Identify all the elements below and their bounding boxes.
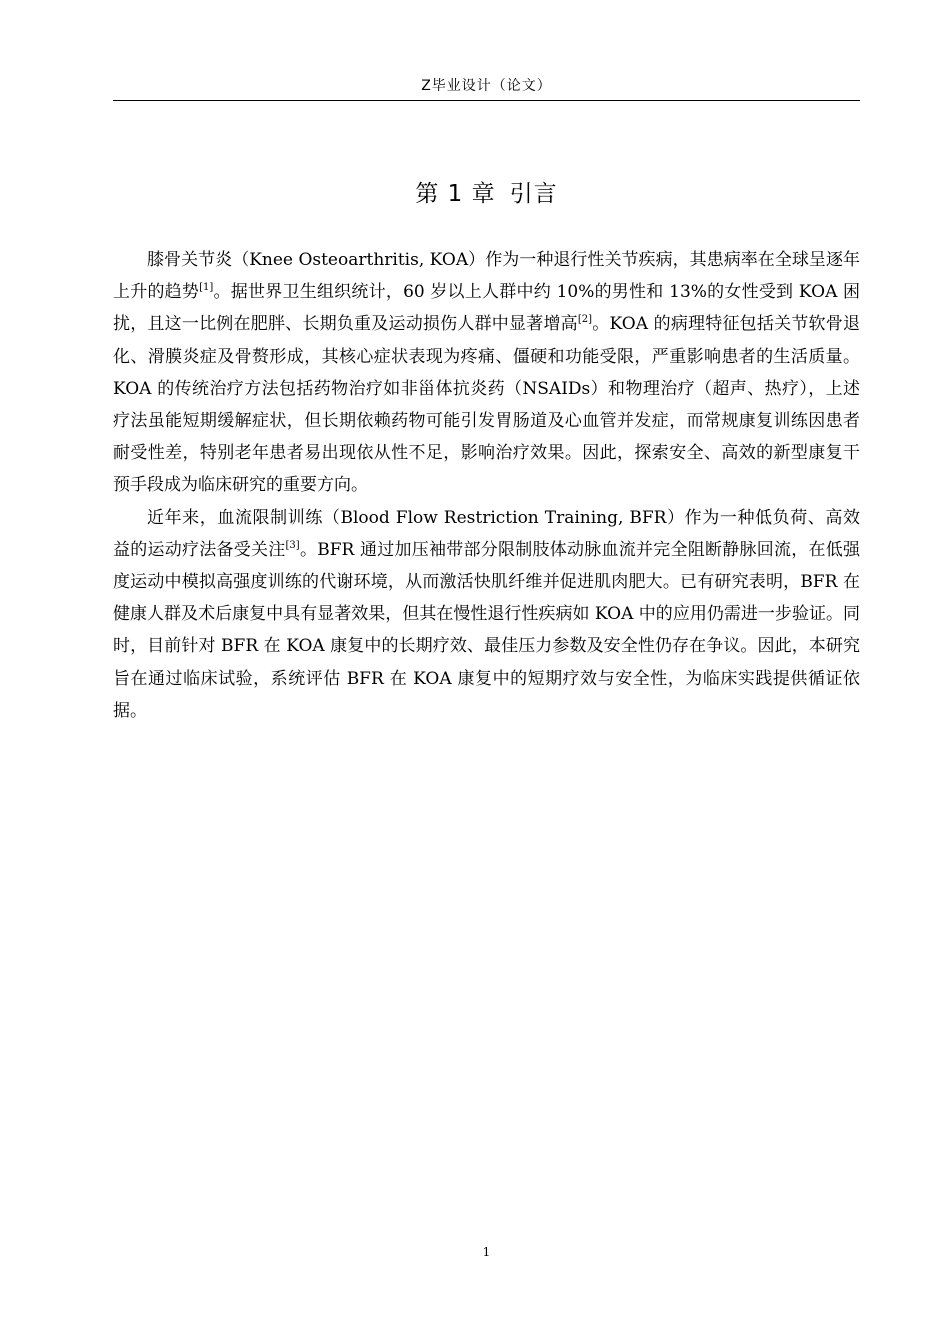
paragraph-2-part-1: 近年来，血流限制训练（Blood Flow Restriction Training, BFR）作为一种低负荷、高效益的运动疗法备受关注 (113, 507, 860, 560)
chapter-heading (113, 176, 860, 212)
citation-2: [2] (577, 314, 593, 326)
paragraph-1-part-2: 。据世界卫生组织统计，60 岁以上人群中约 10%的男性和 13%的女性受到 KOA 困扰，且这一比例在肥胖、长期负重及运动损伤人群中显著增高 (113, 282, 861, 335)
page-number: 1 (482, 1245, 491, 1259)
header-divider (113, 100, 860, 101)
citation-1: [1] (199, 282, 214, 294)
paragraph-1-part-3: 。KOA 的病理特征包括关节软骨退化、滑膜炎症及骨赘形成，其核心症状表现为疼痛、僵硬和功能受限，严重影响患者的生活质量。KOA 的传统治疗方法包括药物治疗如非甾体抗炎药（NSAIDs）和物理治疗（超声、热疗），上述疗法虽能短期缓解症状，但长期依赖药物可能引发胃肠道及心血管并发症，而常规康复训练因患者耐受性差，特别老年患者易出现依从性不足，影响治疗效果。因此，探索安全、高效的新型康复干预手段成为临床研究的重要方向。 (113, 314, 860, 496)
running-header: Z毕业设计（论文） (421, 78, 552, 94)
paragraph-2-part-2: 。BFR 通过加压袖带部分限制肢体动脉血流并完全阻断静脉回流，在低强度运动中模拟高强度训练的代谢环境，从而激活快肌纤维并促进肌肉肥大。已有研究表明，BFR 在健康人群及术后康复中具有显著效果，但其在慢性退行性疾病如 KOA 中的应用仍需进一步验证。同时，目前针对 BFR 在 KOA 康复中的长期疗效、最佳压力参数及安全性仍存在争议。因此，本研究旨在通过临床试验，系统评估 BFR 在 KOA 康复中的短期疗效与安全性，为临床实践提供循证依据。 (113, 539, 861, 721)
chapter-title-text: 引言 (509, 181, 558, 207)
chapter-number: 第 1 章 (415, 181, 496, 207)
paragraph-1-part-1: 膝骨关节炎（Knee Osteoarthritis, KOA）作为一种退行性关节疾病，其患病率在全球呈逐年上升的趋势 (113, 250, 860, 303)
body-text (113, 244, 860, 727)
citation-3: [3] (285, 539, 300, 551)
paragraph-1 (113, 244, 860, 502)
paragraph-2 (113, 502, 860, 727)
